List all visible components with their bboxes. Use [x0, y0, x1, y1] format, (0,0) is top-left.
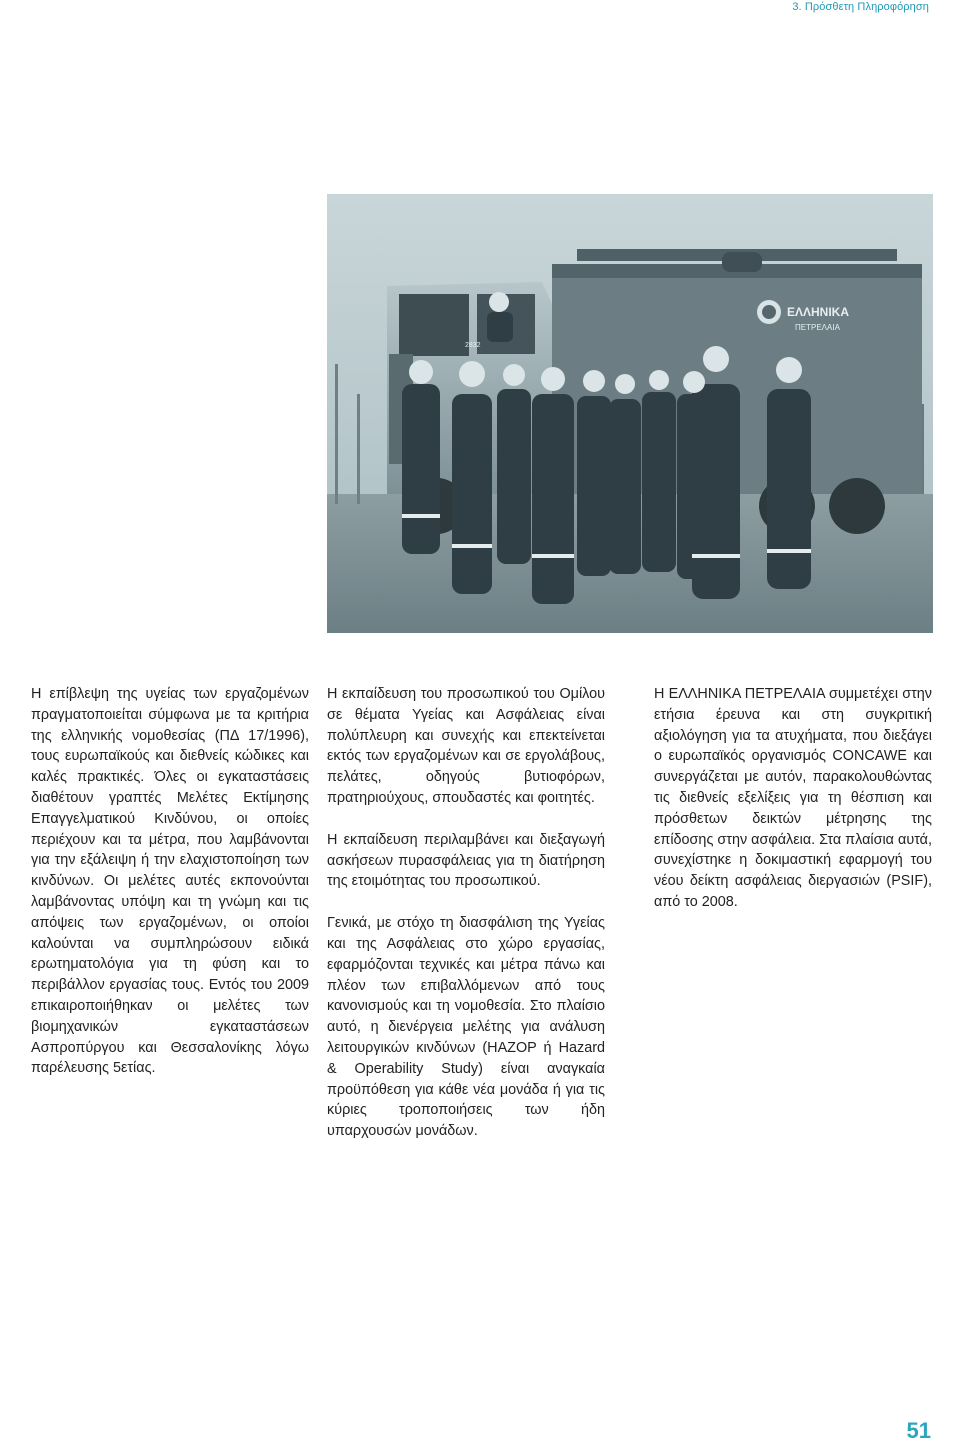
paragraph: Η εκπαίδευση του προσωπικού του Ομίλου σε θέματα Υγείας και Ασφάλειας είναι πολύπλευρη και συνεχής και επεκτείνεται εκτός των εργαζομένων και σε εργολάβους, πελάτες, οδηγούς βυτιοφόρων, πρατηριούχους, σπουδαστές και φοιτητές. — [327, 686, 605, 806]
photo-illustration — [327, 194, 933, 633]
text-column-1 — [31, 684, 309, 1100]
truck-number: 2832 — [465, 342, 481, 349]
paragraph: Γενικά, με στόχο τη διασφάλιση της Υγείας και της Ασφάλειας στο χώρο εργασίας, εφαρμόζονται τεχνικές και μέτρα πάνω και πλέον των επιβαλλόμενων από τους κανονισμούς και τη νομοθεσία. Στο πλαίσιο αυτό, η διενέργεια μελέτης για ανάλυση λειτουργικών κινδύνων (HAZOP ή Hazard & Operability Study) είναι αναγκαία προϋπόθεση για κάθε νέα μονάδα ή για τις κύριες τροποποιήσεις των ήδη υπαρχουσών μονάδων. — [327, 915, 605, 1140]
paragraph: Η εκπαίδευση περιλαμβάνει και διεξαγωγή ασκήσεων πυρασφάλειας για τη διατήρηση της ετοιμότητας του προσωπικού. — [327, 831, 605, 890]
paragraph: Η ΕΛΛΗΝΙΚΑ ΠΕΤΡΕΛΑΙΑ συμμετέχει στην ετήσια έρευνα και στη συγκριτική αξιολόγηση για τα ατυχήματα, που διεξάγει ο ευρωπαϊκός οργανισμός CONCAWE και συνεργάζεται με αυτόν, παρακολουθώντας τις διεθνείς εξελίξεις για τη θέσπιση και πρόσθετων δεικτών μέτρησης της επίδοσης στην ασφάλεια. Στα πλαίσια αυτά, συνεχίστηκε η δοκιμαστική εφαρμογή του νέου δείκτη ασφάλειας διεργασιών (PSIF), από το 2008. — [654, 686, 932, 910]
truck-logo-subtext: ΠΕΤΡΕΛΑΙΑ — [795, 323, 840, 332]
text-column-3 — [654, 684, 932, 934]
truck-logo-text: ΕΛΛΗΝΙΚΑ — [787, 305, 850, 319]
page-number: 51 — [906, 1418, 931, 1443]
page-header — [0, 0, 960, 20]
text-column-2 — [327, 684, 605, 1163]
paragraph: Η επίβλεψη της υγείας των εργαζομένων πραγματοποιείται σύμφωνα με τα κριτήρια της ελληνικής νομοθεσίας (ΠΔ 17/1996), τους ευρωπαϊκούς και διεθνείς κώδικες και καλές πρακτικές. Όλες οι εγκαταστάσεις διαθέτουν γραπτές Μελέτες Εκτίμησης Επαγγελματικού Κινδύνου, οι οποίες περιέχουν και τα μέτρα, που λαμβάνονται για την εξάλειψη ή την ελαχιστοποίηση των κινδύνων. Οι μελέτες αυτές εκπονούνται λαμβάνοντας υπόψη και τη γνώμη και τις απόψεις των εργαζομένων, οι οποίοι καλούνται να συμπληρώσουν ειδικά ερωτηματολόγια για τη φύση και το περιβάλλον εργασίας τους. Εντός του 2009 επικαιροποιήθηκαν οι μελέτες των βιομηχανικών εγκαταστάσεων Ασπροπύργου και Θεσσαλονίκης λόγω παρέλευσης 5ετίας. — [31, 686, 309, 1077]
section-title: 3. Πρόσθετη Πληροφόρηση — [792, 1, 929, 13]
team-photo — [327, 194, 933, 633]
